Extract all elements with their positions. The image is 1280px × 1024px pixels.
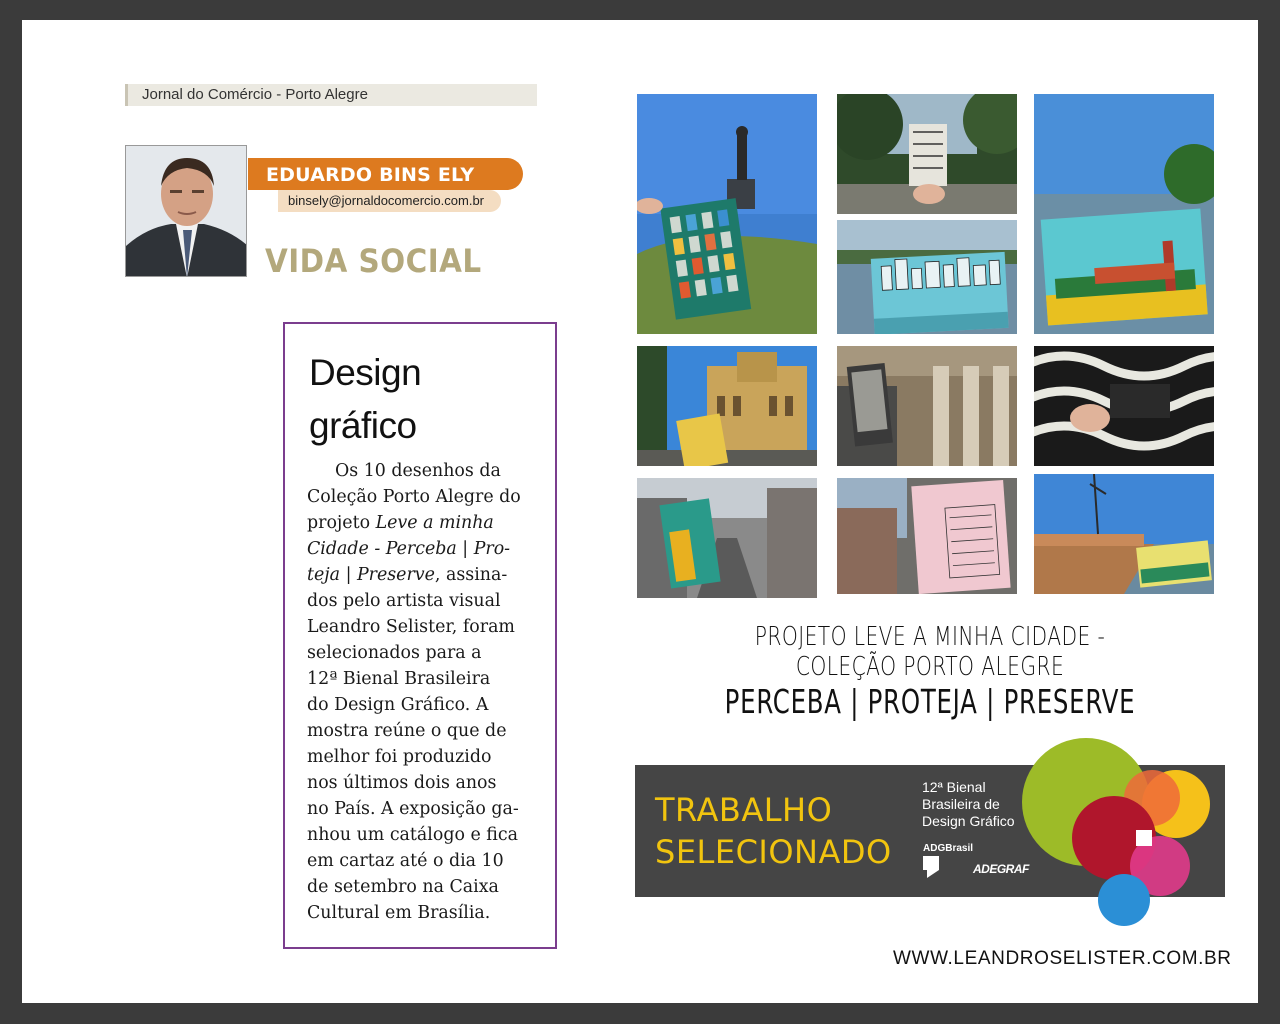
- author-email: binsely@jornaldocomercio.com.br: [278, 190, 501, 212]
- article-line-italic: teja | Preserve: [307, 565, 435, 585]
- article-line: no País. A exposição ga-: [307, 799, 519, 819]
- photo-museu: [637, 346, 817, 466]
- article-line-text: projeto: [307, 513, 376, 533]
- article-line: [307, 536, 543, 562]
- photo-usina-gasometro: [1034, 94, 1214, 334]
- article-line: Coleção Porto Alegre do: [307, 487, 521, 507]
- article-line: dos pelo artista visual: [307, 591, 501, 611]
- photo-cais-porto: [1034, 474, 1214, 594]
- author-photo: [125, 145, 247, 277]
- article-box: [283, 322, 557, 949]
- adg-brasil-logo: [923, 843, 973, 878]
- bienal-name-line2: Brasileira de: [922, 796, 1000, 812]
- adg-brasil-logo-text: ADGBrasil: [923, 843, 974, 854]
- project-slogan: PERCEBA | PROTEJA | PRESERVE: [724, 682, 1136, 721]
- column-name: VIDA SOCIAL: [265, 242, 482, 280]
- badge-title-line1: TRABALHO: [655, 791, 833, 829]
- adegraf-logo: ADEGRAF: [973, 862, 1029, 876]
- article-title: [309, 346, 549, 452]
- adg-logo-mark-icon: [923, 856, 941, 878]
- bienal-name-line3: Design Gráfico: [922, 813, 1015, 829]
- article-line: Os 10 desenhos da: [335, 461, 501, 481]
- photo-lacador: [637, 94, 817, 334]
- photo-casa-cultura: [837, 478, 1017, 594]
- article-line: nos últimos dois anos: [307, 773, 497, 793]
- article-title-line2: gráfico: [309, 405, 417, 446]
- photo-viaduto: [637, 478, 817, 598]
- article-line: [307, 510, 543, 536]
- article-line: em cartaz até o dia 10: [307, 851, 504, 871]
- article-line-italic: Cidade - Perceba | Pro-: [307, 539, 511, 559]
- article-line: mostra reúne o que de: [307, 721, 507, 741]
- article-project-italic: Leve a minha: [375, 513, 494, 533]
- photo-calcadao: [1034, 346, 1214, 466]
- article-line: Leandro Selister, foram: [307, 617, 515, 637]
- article-line: do Design Gráfico. A: [307, 695, 489, 715]
- project-title: PROJETO LEVE A MINHA CIDADE - COLEÇÃO PORTO ALEGRE: [754, 622, 1106, 682]
- article-line: Cultural em Brasília.: [307, 903, 491, 923]
- article-line: nhou um catálogo e fica: [307, 825, 518, 845]
- article-line: [307, 562, 543, 588]
- newspaper-source-bar: Jornal do Comércio - Porto Alegre: [125, 84, 537, 106]
- article-line: 12ª Bienal Brasileira: [307, 669, 491, 689]
- article-title-line1: Design: [309, 352, 422, 393]
- article-body: [307, 458, 543, 926]
- website-url[interactable]: WWW.LEANDROSELISTER.COM.BR: [893, 948, 1232, 969]
- photo-columns: [837, 346, 1017, 466]
- author-name: EDUARDO BINS ELY: [248, 158, 523, 190]
- article-line: selecionados para a: [307, 643, 482, 663]
- article-line: de setembro na Caixa: [307, 877, 499, 897]
- badge-title-line2: SELECIONADO: [655, 833, 892, 871]
- article-line-text: , assina-: [434, 565, 508, 585]
- photo-skyline: [837, 220, 1017, 334]
- photo-praca-alfandega: [837, 94, 1017, 214]
- bienal-name-line1: 12ª Bienal: [922, 779, 986, 795]
- article-line: melhor foi produzido: [307, 747, 492, 767]
- bienal-circles-icon: [1020, 738, 1210, 928]
